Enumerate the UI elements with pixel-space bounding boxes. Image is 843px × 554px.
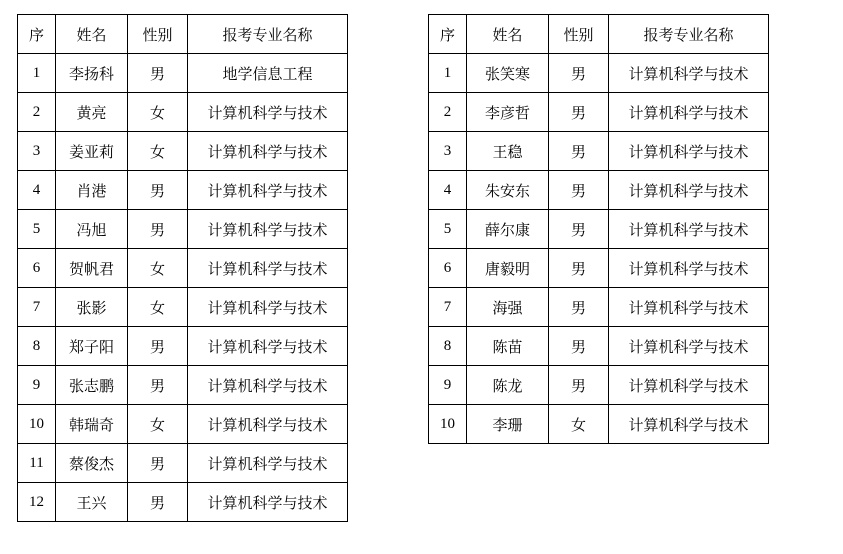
cell-index: 9 — [429, 366, 467, 405]
table-row — [18, 288, 348, 327]
cell-name: 李珊 — [467, 405, 549, 444]
cell-name: 陈苗 — [467, 327, 549, 366]
cell-gender: 男 — [128, 366, 188, 405]
table-row — [429, 54, 769, 93]
cell-index: 4 — [18, 171, 56, 210]
cell-index: 8 — [429, 327, 467, 366]
cell-major: 计算机科学与技术 — [609, 132, 769, 171]
cell-index: 7 — [18, 288, 56, 327]
cell-gender: 男 — [549, 132, 609, 171]
cell-gender: 女 — [128, 249, 188, 288]
column-header-gender: 性别 — [128, 15, 188, 54]
cell-major: 计算机科学与技术 — [609, 288, 769, 327]
cell-index: 8 — [18, 327, 56, 366]
cell-gender: 女 — [549, 405, 609, 444]
cell-name: 王兴 — [56, 483, 128, 522]
cell-major: 计算机科学与技术 — [609, 405, 769, 444]
cell-name: 陈龙 — [467, 366, 549, 405]
table-row — [18, 483, 348, 522]
cell-name: 韩瑞奇 — [56, 405, 128, 444]
column-header-major: 报考专业名称 — [188, 15, 348, 54]
left-table-container — [17, 14, 348, 522]
cell-gender: 女 — [128, 405, 188, 444]
table-row — [429, 210, 769, 249]
table-row — [18, 132, 348, 171]
table-row — [429, 93, 769, 132]
column-header-name: 姓名 — [56, 15, 128, 54]
cell-major: 计算机科学与技术 — [609, 366, 769, 405]
cell-major: 计算机科学与技术 — [188, 405, 348, 444]
cell-major: 计算机科学与技术 — [188, 93, 348, 132]
column-header-index: 序 — [18, 15, 56, 54]
cell-index: 3 — [18, 132, 56, 171]
cell-gender: 男 — [128, 54, 188, 93]
column-header-name: 姓名 — [467, 15, 549, 54]
cell-gender: 男 — [128, 210, 188, 249]
cell-name: 张笑寒 — [467, 54, 549, 93]
cell-major: 计算机科学与技术 — [609, 171, 769, 210]
column-header-index: 序 — [429, 15, 467, 54]
cell-major: 计算机科学与技术 — [609, 327, 769, 366]
cell-gender: 男 — [128, 444, 188, 483]
table-row — [429, 366, 769, 405]
cell-index: 2 — [429, 93, 467, 132]
right-table-container — [428, 14, 769, 444]
cell-major: 计算机科学与技术 — [609, 93, 769, 132]
cell-gender: 男 — [549, 327, 609, 366]
cell-name: 贺帆君 — [56, 249, 128, 288]
cell-major: 计算机科学与技术 — [188, 288, 348, 327]
cell-major: 计算机科学与技术 — [609, 54, 769, 93]
table-row — [429, 405, 769, 444]
cell-name: 唐毅明 — [467, 249, 549, 288]
cell-major: 计算机科学与技术 — [188, 210, 348, 249]
cell-index: 2 — [18, 93, 56, 132]
cell-index: 12 — [18, 483, 56, 522]
column-header-major: 报考专业名称 — [609, 15, 769, 54]
cell-name: 朱安东 — [467, 171, 549, 210]
cell-gender: 男 — [549, 210, 609, 249]
cell-index: 1 — [18, 54, 56, 93]
cell-index: 11 — [18, 444, 56, 483]
cell-index: 5 — [429, 210, 467, 249]
applicant-table-right — [428, 14, 769, 444]
cell-major: 计算机科学与技术 — [188, 132, 348, 171]
applicant-table-left — [17, 14, 348, 522]
cell-gender: 男 — [128, 171, 188, 210]
cell-gender: 男 — [549, 249, 609, 288]
table-row — [18, 210, 348, 249]
cell-gender: 男 — [128, 327, 188, 366]
cell-major: 计算机科学与技术 — [188, 171, 348, 210]
cell-name: 海强 — [467, 288, 549, 327]
cell-index: 10 — [429, 405, 467, 444]
cell-gender: 男 — [549, 366, 609, 405]
table-row — [18, 171, 348, 210]
cell-index: 4 — [429, 171, 467, 210]
cell-major: 计算机科学与技术 — [609, 249, 769, 288]
cell-index: 7 — [429, 288, 467, 327]
cell-gender: 女 — [128, 93, 188, 132]
cell-name: 张影 — [56, 288, 128, 327]
table-row — [18, 54, 348, 93]
table-row — [18, 405, 348, 444]
cell-gender: 男 — [128, 483, 188, 522]
cell-name: 蔡俊杰 — [56, 444, 128, 483]
cell-name: 冯旭 — [56, 210, 128, 249]
table-row — [429, 327, 769, 366]
cell-major: 计算机科学与技术 — [188, 483, 348, 522]
cell-index: 6 — [429, 249, 467, 288]
cell-major: 计算机科学与技术 — [188, 444, 348, 483]
table-row — [429, 132, 769, 171]
cell-major: 地学信息工程 — [188, 54, 348, 93]
cell-major: 计算机科学与技术 — [188, 327, 348, 366]
cell-name: 李彦哲 — [467, 93, 549, 132]
cell-major: 计算机科学与技术 — [609, 210, 769, 249]
cell-name: 李扬科 — [56, 54, 128, 93]
table-row — [429, 288, 769, 327]
cell-major: 计算机科学与技术 — [188, 249, 348, 288]
cell-name: 薛尔康 — [467, 210, 549, 249]
cell-gender: 男 — [549, 54, 609, 93]
column-header-gender: 性别 — [549, 15, 609, 54]
cell-index: 6 — [18, 249, 56, 288]
table-row — [18, 366, 348, 405]
table-row — [429, 171, 769, 210]
cell-gender: 男 — [549, 171, 609, 210]
cell-index: 1 — [429, 54, 467, 93]
table-row — [18, 249, 348, 288]
cell-index: 5 — [18, 210, 56, 249]
cell-name: 黄亮 — [56, 93, 128, 132]
cell-name: 王稳 — [467, 132, 549, 171]
cell-index: 3 — [429, 132, 467, 171]
cell-name: 郑子阳 — [56, 327, 128, 366]
cell-name: 肖港 — [56, 171, 128, 210]
cell-index: 10 — [18, 405, 56, 444]
cell-name: 姜亚莉 — [56, 132, 128, 171]
table-row — [429, 249, 769, 288]
table-header-row — [18, 15, 348, 54]
cell-gender: 女 — [128, 132, 188, 171]
cell-gender: 男 — [549, 288, 609, 327]
cell-index: 9 — [18, 366, 56, 405]
cell-gender: 女 — [128, 288, 188, 327]
cell-major: 计算机科学与技术 — [188, 366, 348, 405]
table-row — [18, 93, 348, 132]
table-row — [18, 327, 348, 366]
cell-gender: 男 — [549, 93, 609, 132]
cell-name: 张志鹏 — [56, 366, 128, 405]
table-row — [18, 444, 348, 483]
table-header-row — [429, 15, 769, 54]
